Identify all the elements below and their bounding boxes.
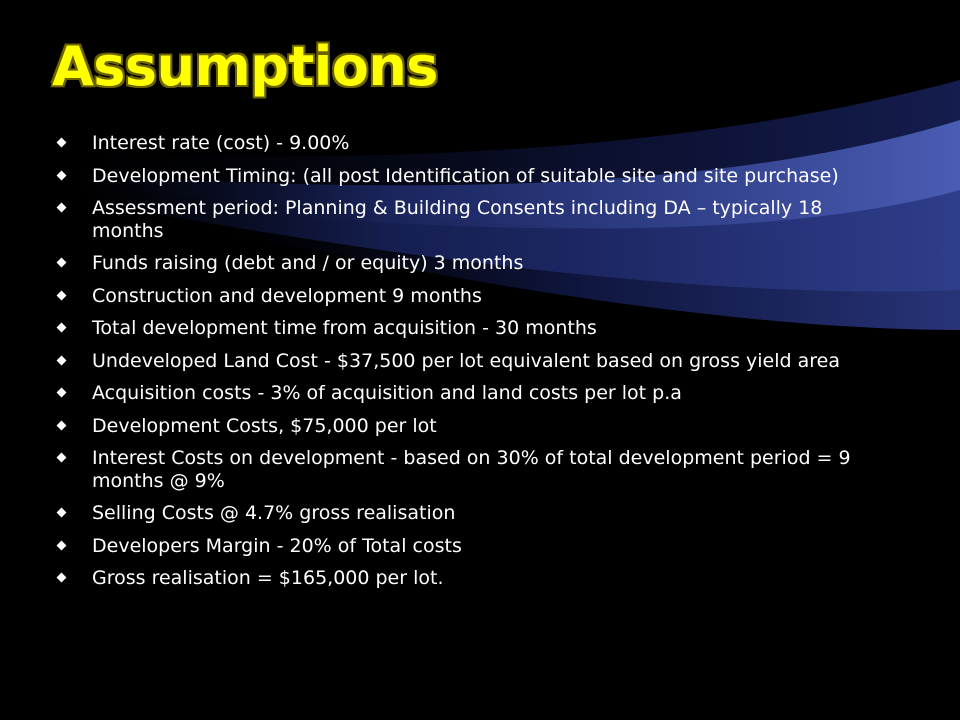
bullet-text: Funds raising (debt and / or equity) 3 months xyxy=(92,252,524,274)
diamond-bullet-icon xyxy=(57,388,67,398)
bullet-item xyxy=(52,382,872,405)
bullet-item xyxy=(52,132,872,155)
diamond-bullet-icon xyxy=(57,258,67,268)
bullet-item xyxy=(52,535,872,558)
bullet-item xyxy=(52,415,872,438)
bullet-item xyxy=(52,285,872,308)
diamond-bullet-icon xyxy=(57,138,67,148)
bullet-item xyxy=(52,165,872,188)
bullet-item xyxy=(52,252,872,275)
diamond-bullet-icon xyxy=(57,203,67,213)
diamond-bullet-icon xyxy=(57,420,67,430)
bullet-text: Interest Costs on development - based on 30% of total development period = 9 months @ 9% xyxy=(92,447,851,492)
bullet-text: Selling Costs @ 4.7% gross realisation xyxy=(92,502,456,524)
bullet-text: Gross realisation = $165,000 per lot. xyxy=(92,567,444,589)
bullet-item xyxy=(52,447,872,492)
bullet-text: Total development time from acquisition - 30 months xyxy=(92,317,597,339)
bullet-text: Construction and development 9 months xyxy=(92,284,482,307)
bullet-text: Undeveloped Land Cost - $37,500 per lot equivalent based on gross yield area xyxy=(92,349,840,372)
diamond-bullet-icon xyxy=(57,170,67,180)
diamond-bullet-icon xyxy=(57,453,67,463)
diamond-bullet-icon xyxy=(57,508,67,518)
bullet-item xyxy=(52,567,872,590)
diamond-bullet-icon xyxy=(57,573,67,583)
bullet-item xyxy=(52,350,872,373)
bullet-text: Development Costs, $75,000 per lot xyxy=(92,414,437,437)
bullet-text: Developers Margin - 20% of Total costs xyxy=(92,534,462,557)
bullet-text: Acquisition costs - 3% of acquisition and land costs per lot p.a xyxy=(92,382,682,404)
diamond-bullet-icon xyxy=(57,323,67,333)
bullet-text: Development Timing: (all post Identification of suitable site and site purchase) xyxy=(92,164,839,187)
slide-title: Assumptions xyxy=(52,35,438,98)
bullet-list xyxy=(52,132,872,600)
diamond-bullet-icon xyxy=(57,290,67,300)
bullet-text: Assessment period: Planning & Building Consents including DA – typically 18 months xyxy=(92,197,823,242)
bullet-item xyxy=(52,502,872,525)
bullet-item xyxy=(52,197,872,242)
bullet-text: Interest rate (cost) - 9.00% xyxy=(92,132,350,154)
bullet-item xyxy=(52,317,872,340)
diamond-bullet-icon xyxy=(57,355,67,365)
diamond-bullet-icon xyxy=(57,540,67,550)
